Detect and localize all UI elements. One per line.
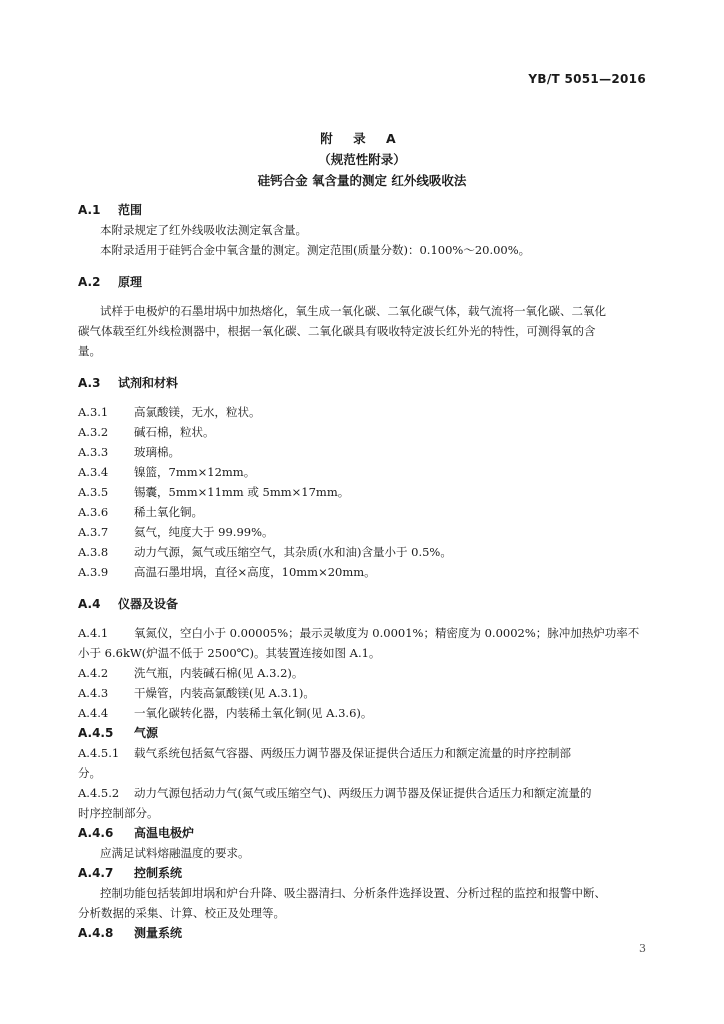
- paragraph-line: 试样于电极炉的石墨坩埚中加热熔化，氧生成一氧化碳、二氧化碳气体，载气流将一氧化碳、二氧化: [100, 304, 606, 318]
- clause-a45-heading: A.4.5 气源: [78, 726, 159, 740]
- clause-a452: A.4.5.2 动力气源包括动力气(氮气或压缩空气)、两级压力调节器及保证提供合适压力和额定流量的: [78, 786, 592, 800]
- list-item: A.3.1 高氯酸镁，无水，粒状。: [78, 405, 261, 419]
- section-title: 原理: [118, 275, 143, 289]
- standard-number: YB/T 5051—2016: [528, 72, 646, 86]
- clause-a42: A.4.2 洗气瓶，内装碱石棉(见 A.3.2)。: [78, 666, 304, 680]
- list-item: A.3.9 高温石墨坩埚，直径×高度，10mm×20mm。: [78, 565, 376, 579]
- list-item: A.3.4 镍篮，7mm×12mm。: [78, 465, 256, 479]
- paragraph: 本附录适用于硅钙合金中氧含量的测定。测定范围(质量分数)：0.100%～20.00%。: [100, 243, 531, 257]
- clause-a47-line: 分析数据的采集、计算、校正及处理等。: [78, 906, 285, 920]
- clause-a452-cont: 时序控制部分。: [78, 806, 159, 820]
- section-number: A.4: [78, 597, 101, 611]
- clause-a451: A.4.5.1 载气系统包括氦气容器、两级压力调节器及保证提供合适压力和额定流量的时序控制部: [78, 746, 571, 760]
- clause-a41-cont: 小于 6.6kW(炉温不低于 2500℃)。其装置连接如图 A.1。: [78, 646, 381, 660]
- list-item: A.3.7 氦气，纯度大于 99.99%。: [78, 525, 274, 539]
- section-number: A.2: [78, 275, 101, 289]
- annex-type: （规范性附录）: [318, 152, 406, 167]
- clause-a48-heading: A.4.8 测量系统: [78, 926, 183, 940]
- list-item: A.3.8 动力气源，氮气或压缩空气，其杂质(水和油)含量小于 0.5%。: [78, 545, 452, 559]
- document-body: [78, 200, 658, 943]
- list-item: A.3.6 稀土氧化铜。: [78, 505, 203, 519]
- list-item: A.3.5 锡囊，5mm×11mm 或 5mm×17mm。: [78, 485, 350, 499]
- paragraph-line: 量。: [78, 344, 101, 358]
- section-title: 范围: [118, 203, 143, 217]
- section-a4-heading: [78, 594, 658, 614]
- page-number: 3: [639, 942, 646, 955]
- list-item: A.3.3 玻璃棉。: [78, 445, 180, 459]
- clause-a451-cont: 分。: [78, 766, 101, 780]
- reagent-list: [78, 402, 658, 582]
- clause-a46-heading: A.4.6 高温电极炉: [78, 826, 195, 840]
- section-a2-heading: [78, 272, 658, 292]
- section-a3-heading: [78, 373, 658, 393]
- clause-a47-line: 控制功能包括装卸坩埚和炉台升降、吸尘器清扫、分析条件选择设置、分析过程的监控和报警中断、: [100, 886, 606, 900]
- list-item: A.3.2 碱石棉，粒状。: [78, 425, 215, 439]
- clause-a44: A.4.4 一氧化碳转化器，内装稀土氧化铜(见 A.3.6)。: [78, 706, 373, 720]
- section-title: 试剂和材料: [118, 376, 179, 390]
- section-number: A.1: [78, 203, 101, 217]
- annex-title: 附 录 A: [320, 131, 404, 146]
- section-number: A.3: [78, 376, 101, 390]
- paragraph: 本附录规定了红外线吸收法测定氧含量。: [100, 223, 307, 237]
- clause-a43: A.4.3 干燥管，内装高氯酸镁(见 A.3.1)。: [78, 686, 315, 700]
- method-title: 硅钙合金 氧含量的测定 红外线吸收法: [257, 173, 467, 188]
- clause-a46-text: 应满足试料熔融温度的要求。: [100, 846, 250, 860]
- clause-a41: A.4.1 氧氮仪，空白小于 0.00005%；最示灵敏度为 0.0001%；精密度为 0.0002%；脉冲加热炉功率不: [78, 626, 640, 640]
- section-a1-heading: [78, 200, 658, 220]
- annex-title-block: [0, 128, 724, 191]
- paragraph-line: 碳气体载至红外线检测器中，根据一氧化碳、二氧化碳具有吸收特定波长红外光的特性，可测得氧的含: [78, 324, 596, 338]
- clause-a47-heading: A.4.7 控制系统: [78, 866, 183, 880]
- section-title: 仪器及设备: [118, 597, 179, 611]
